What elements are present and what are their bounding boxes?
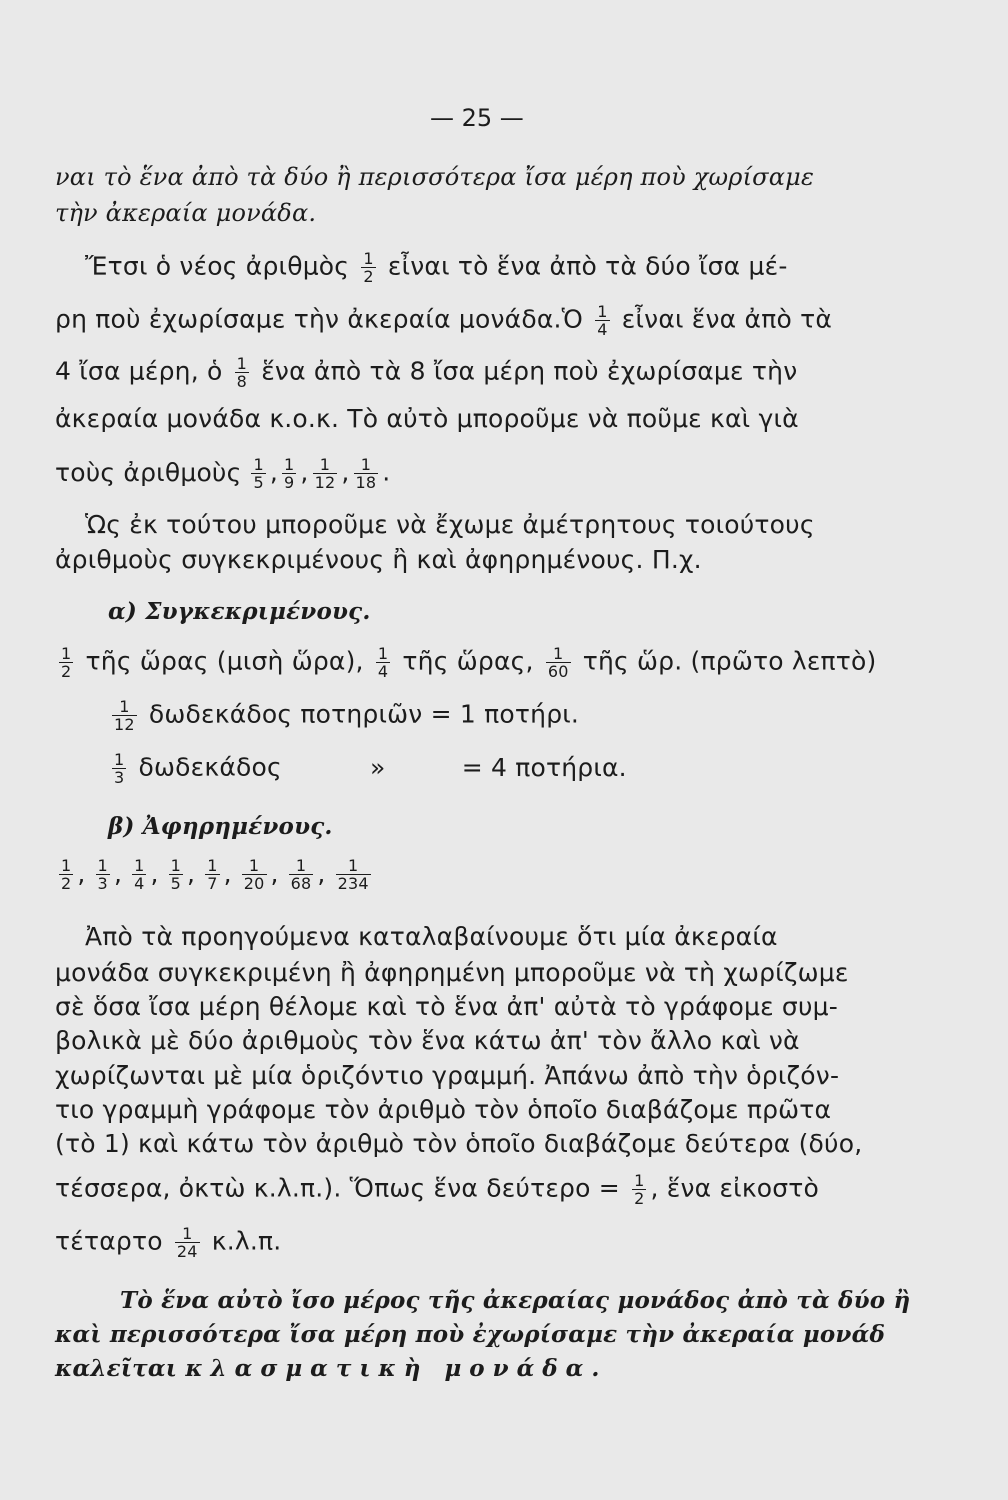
fraction-sixtieth: $\frac{1}{60}$	[547, 644, 569, 681]
text: εἶναι τὸ ἕνα ἀπὸ τὰ δύο ἴσα μέ-	[387, 251, 788, 281]
fraction-twentieth: $\frac{1}{20}$	[243, 856, 265, 893]
line-8: Ὡς ἐκ τούτου μποροῦμε νὰ ἔχωμε ἀμέτρητους τοιούτους	[85, 510, 815, 539]
fraction-seventh: $\frac{1}{7}$	[207, 856, 218, 893]
fraction-third: $\frac{1}{3}$	[114, 750, 125, 787]
fraction-twelfth: $\frac{1}{12}$	[114, 697, 135, 734]
abstract-fractions: $\frac{1}{2}$ , $\frac{1}{3}$ , $\frac{1}{4}$ , $\frac{1}{5}$ , $\frac{1}{7}$ , $\frac{1}{20}$ , $\frac{1}{68}$ , $\frac{1}{234}$	[61, 856, 369, 893]
example-dozen-1: $\frac{1}{12}$ δωδεκάδος ποτηριῶν = 1 ποτήρι.	[114, 697, 580, 734]
text: 4 ἴσα μέρη, ὁ	[55, 356, 223, 386]
fraction-quarter: $\frac{1}{4}$	[377, 644, 389, 681]
heading-concrete: α) Συγκεκριμένους.	[108, 598, 371, 625]
line-5	[55, 355, 797, 390]
para-line-6: τιο γραμμὴ γράφομε τὸν ἀριθμὸ τὸν ὁποῖο διαβάζομε πρῶτα	[55, 1095, 832, 1124]
fraction-half: $\frac{1}{2}$	[634, 1171, 645, 1208]
para-line-3: σὲ ὅσα ἴσα μέρη θέλομε καὶ τὸ ἕνα ἀπ' αὐτὰ τὸ γράφομε συμ-	[55, 992, 838, 1021]
fraction-half: $\frac{1}{2}$	[61, 644, 72, 681]
para-line-7: (τὸ 1) καὶ κάτω τὸν ἀριθμὸ τὸν ὁποῖο διαβάζομε δεύτερα (δύο,	[55, 1129, 863, 1158]
heading-abstract: β) Ἀφηρημένους.	[108, 813, 333, 840]
fraction-eighth: $\frac{1}{8}$	[236, 354, 248, 391]
fraction-ninth: $\frac{1}{9}$	[284, 455, 295, 492]
definition-line-1: Τὸ ἕνα αὐτὸ ἴσο μέρος τῆς ἀκεραίας μονάδος ἀπὸ τὰ δύο ἢ	[120, 1287, 911, 1314]
para-line-8: τέσσερα, ὀκτὼ κ.λ.π.). Ὅπως ἕνα δεύτερο = $\frac{1}{2}$ , ἕνα εἰκοστὸ	[55, 1171, 820, 1208]
para-line-1: Ἀπὸ τὰ προηγούμενα καταλαβαίνουμε ὅτι μία ἀκεραία	[85, 922, 778, 951]
page-number: — 25 —	[430, 104, 524, 132]
text: Ἔτσι ὁ νέος ἀριθμὸς	[85, 251, 350, 281]
line-7: τοὺς ἀριθμοὺς $\frac{1}{5}$ , $\frac{1}{9}$ , $\frac{1}{12}$ , $\frac{1}{18}$ .	[55, 455, 391, 492]
definition-line-3: καλεῖται κλασματικὴ μονάδα.	[55, 1355, 608, 1382]
fraction-twentyfourth: $\frac{1}{24}$	[176, 1224, 198, 1261]
fraction-quarter: $\frac{1}{4}$	[597, 302, 608, 339]
fraction-quarter: $\frac{1}{4}$	[134, 856, 145, 893]
line-9: ἀριθμοὺς συγκεκριμένους ἢ καὶ ἀφηρημένους. Π.χ.	[55, 545, 702, 574]
line-4	[55, 303, 832, 338]
text: ἕνα ἀπὸ τὰ 8 ἴσα μέρη ποὺ ἐχωρίσαμε τὴν	[261, 356, 798, 386]
example-dozen-2: $\frac{1}{3}$ δωδεκάδος » = 4 ποτήρια.	[114, 750, 627, 787]
fraction-fifth: $\frac{1}{5}$	[253, 455, 264, 492]
fraction-half: $\frac{1}{2}$	[61, 856, 72, 893]
fraction-third: $\frac{1}{3}$	[97, 856, 108, 893]
fraction-fifth: $\frac{1}{5}$	[170, 856, 182, 893]
line-6: ἀκεραία μονάδα κ.ο.κ. Τὸ αὐτὸ μποροῦμε νὰ ποῦμε καὶ γιὰ	[55, 404, 799, 433]
fraction-half: $\frac{1}{2}$	[363, 249, 374, 286]
line-2: τὴν ἀκεραία μονάδα.	[55, 199, 317, 227]
example-hour: $\frac{1}{2}$ τῆς ὥρας (μισὴ ὥρα), $\frac{1}{4}$ τῆς ὥρας, $\frac{1}{60}$ τῆς ὥρ. (πρῶτο λεπτὸ)	[61, 644, 877, 681]
text: εἶναι ἕνα ἀπὸ τὰ	[621, 304, 833, 334]
para-line-4: βολικὰ μὲ δύο ἀριθμοὺς τὸν ἕνα κάτω ἀπ' τὸν ἄλλο καὶ νὰ	[55, 1026, 800, 1055]
line-1: ναι τὸ ἕνα ἀπὸ τὰ δύο ἢ περισσότερα ἴσα μέρη ποὺ χωρίσαμε	[55, 163, 815, 191]
para-line-9: τέταρτο $\frac{1}{24}$ κ.λ.π.	[55, 1224, 282, 1261]
line-3	[85, 250, 788, 285]
text: ρη ποὺ ἐχωρίσαμε τὴν ἀκεραία μονάδα.Ὁ	[55, 304, 584, 334]
fraction-234: $\frac{1}{234}$	[337, 856, 369, 893]
fraction-twelfth: $\frac{1}{12}$	[314, 455, 336, 492]
term-fractional-unit: κλασματικὴ μονάδα.	[185, 1355, 608, 1382]
definition-line-2: καὶ περισσότερα ἴσα μέρη ποὺ ἐχωρίσαμε τὴν ἀκεραία μονάδ	[55, 1321, 886, 1348]
fraction-sixtyeighth: $\frac{1}{68}$	[290, 856, 312, 893]
para-line-5: χωρίζωνται μὲ μία ὁριζόντιο γραμμή. Ἀπάνω ἀπὸ τὴν ὁριζόν-	[55, 1061, 840, 1090]
fraction-eighteenth: $\frac{1}{18}$	[355, 455, 377, 492]
para-line-2: μονάδα συγκεκριμένη ἢ ἀφηρημένη μποροῦμε νὰ τὴ χωρίζωμε	[55, 958, 849, 987]
